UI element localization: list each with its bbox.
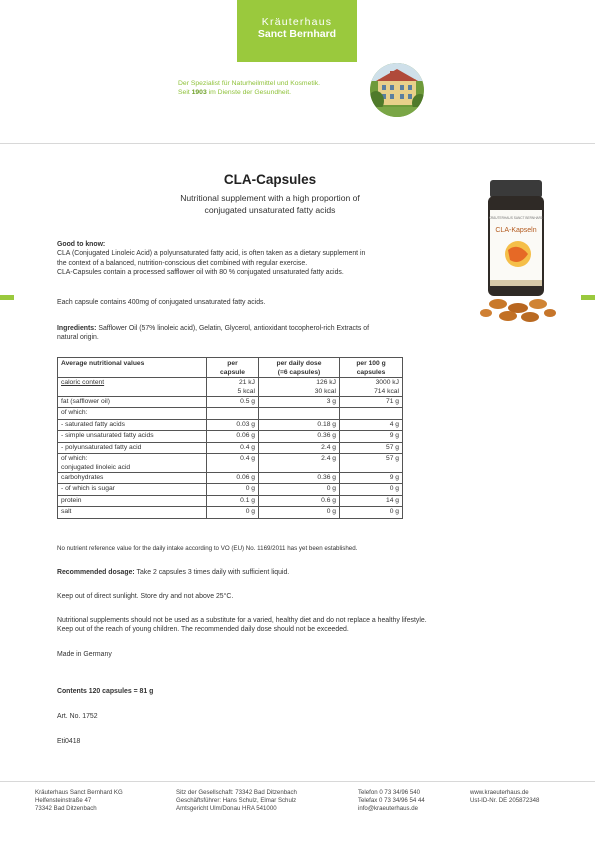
- table-row: - saturated fatty acids 0.03 g 0.18 g 4 g: [58, 419, 403, 430]
- table-row: carbohydrates 0.06 g 0.36 g 9 g: [58, 472, 403, 483]
- table-row: of which: conjugated linoleic acid 0.4 g 2.4 g 57 g: [58, 453, 403, 472]
- dosage: [57, 568, 289, 577]
- footer-company: Kräuterhaus Sanct Bernhard KG Helfensteinstraße 47 73342 Bad Ditzenbach: [35, 789, 123, 813]
- footer-divider: [0, 781, 595, 782]
- footer-email-link[interactable]: info@kraeuterhaus.de: [358, 805, 419, 813]
- product-title: CLA-Capsules: [223, 172, 317, 187]
- storage-note: Keep out of direct sunlight. Store dry and not above 25°C.: [57, 593, 234, 600]
- table-header-row: [58, 358, 403, 378]
- fold-mark-left: [0, 295, 14, 300]
- footer-registry: Sitz der Gesellschaft: 73342 Bad Ditzenbach Geschäftsführer: Hans Schulz, Elmar Schulz Amtsgericht Ulm/Donau HRA 541000: [176, 789, 297, 813]
- building-photo: [370, 63, 424, 117]
- table-row: protein 0.1 g 0.6 g 14 g: [58, 495, 403, 506]
- table-row: fat (safflower oil) 0.5 g 3 g 71 g: [58, 397, 403, 408]
- header-per-capsule: per capsule: [207, 358, 259, 378]
- dosage-label: Recommended dosage:: [57, 569, 135, 576]
- dosage-text: Take 2 capsules 3 times daily with sufficient liquid.: [134, 569, 290, 576]
- nutrition-table: [57, 357, 403, 519]
- table-row: caloric content 21 kJ 5 kcal 126 kJ 30 kcal 3000 kJ 714 kcal: [58, 378, 403, 397]
- fold-mark-right: [581, 295, 595, 300]
- good-to-know-line2: the context of a balanced, nutrition-conscious diet combined with regular exercise.: [57, 259, 308, 267]
- footer-website-link[interactable]: www.kraeuterhaus.de: [470, 789, 529, 796]
- label-code: Eti0418: [57, 738, 81, 745]
- ingredients: Ingredients: Safflower Oil (57% linoleic acid), Gelatin, Glycerol, antioxidant tocopherol-rich Extracts of natural origin.: [57, 325, 369, 342]
- good-to-know-heading: Good to know:: [57, 241, 106, 248]
- header-per-100g: per 100 g capsules: [340, 358, 403, 378]
- good-to-know-line3: CLA-Capsules contain a processed safflower oil with 80 % conjugated unsaturated fatty acids.: [57, 269, 344, 277]
- warning-note: Nutritional supplements should not be used as a substitute for a varied, healthy diet and do not replace a healthy lifestyle. Keep out of the reach of young children. The recommended daily dose should not be exceeded.: [57, 617, 427, 634]
- svg-text:KRÄUTERHAUS SANCT BERNHARD: KRÄUTERHAUS SANCT BERNHARD: [488, 216, 544, 220]
- tagline-line2: Seit 1903 im Dienste der Gesundheit.: [178, 89, 291, 96]
- table-row: - of which is sugar 0 g 0 g 0 g: [58, 484, 403, 495]
- tagline: [178, 79, 368, 97]
- table-row: - simple unsaturated fatty acids 0.06 g 0.36 g 9 g: [58, 431, 403, 442]
- article-number: Art. No. 1752: [57, 713, 98, 720]
- ingredients-text: Safflower Oil (57% linoleic acid), Gelatin, Glycerol, antioxidant tocopherol-rich Extracts of: [96, 325, 369, 332]
- ingredients-label: Ingredients:: [57, 325, 97, 332]
- table-row: of which:: [58, 408, 403, 419]
- bottle-label: CLA-Kapseln: [495, 227, 537, 234]
- header-daily-dose: per daily dose (=6 capsules): [259, 358, 340, 378]
- contents: Contents 120 capsules = 81 g: [57, 688, 154, 695]
- table-row: - polyunsaturated fatty acid 0.4 g 2.4 g 57 g: [58, 442, 403, 453]
- brand-name-line1: Kräuterhaus: [261, 16, 333, 28]
- made-in: Made in Germany: [57, 651, 112, 658]
- good-to-know-line1: CLA (Conjugated Linoleic Acid) a polyunsaturated fatty acid, is often taken as a dietary supplement in: [57, 250, 366, 258]
- header-divider: [0, 143, 595, 144]
- brand-logo: [237, 0, 357, 62]
- footer-contact: Telefon 0 73 34/96 540 Telefax 0 73 34/96 54 44 info@kraeuterhaus.de: [358, 789, 425, 813]
- good-to-know-section: [57, 240, 365, 278]
- product-subtitle: Nutritional supplement with a high proportion of conjugated unsaturated fatty acids: [180, 193, 360, 215]
- capsule-content-note: Each capsule contains 400mg of conjugated unsaturated fatty acids.: [57, 299, 266, 306]
- tagline-line1: Der Spezialist für Naturheilmittel und Kosmetik.: [178, 80, 321, 87]
- table-footnote: No nutrient reference value for the daily intake according to VO (EU) No. 1169/2011 has yet been established.: [57, 545, 358, 552]
- table-row: salt 0 g 0 g 0 g: [58, 507, 403, 518]
- footer-web: www.kraeuterhaus.de Ust-ID-Nr. DE 205872348: [470, 789, 540, 805]
- product-photo: [478, 170, 558, 330]
- brand-name-line2: Sanct Bernhard: [257, 28, 337, 40]
- header-label: Average nutritional values: [58, 358, 207, 378]
